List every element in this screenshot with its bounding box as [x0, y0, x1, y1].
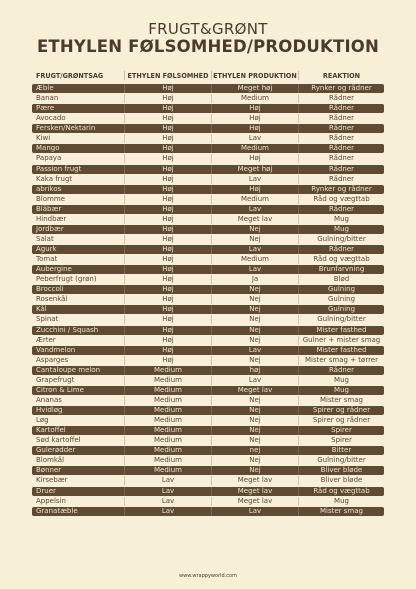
table-row: [32, 94, 384, 103]
table-row: [32, 336, 384, 345]
cell-reaction: Rådner: [298, 245, 384, 254]
cell-production: Lav: [211, 346, 298, 355]
cell-production: Lav: [211, 245, 298, 254]
table-row: [32, 195, 384, 204]
cell-produce: Banan: [36, 94, 59, 103]
cell-reaction: Råd og vægttab: [298, 195, 384, 204]
cell-sensitivity: Høj: [124, 315, 211, 324]
table-row: [32, 305, 384, 314]
cell-reaction: Mug: [298, 376, 384, 385]
cell-reaction: Rådner: [298, 114, 384, 123]
cell-reaction: Spirer og rådner: [298, 416, 384, 425]
cell-produce: Hindbær: [36, 214, 67, 223]
table-row: [32, 356, 384, 365]
cell-production: Nej: [211, 466, 298, 475]
cell-sensitivity: Høj: [124, 175, 211, 184]
cell-sensitivity: Medium: [124, 406, 211, 415]
cell-sensitivity: Lav: [124, 507, 211, 516]
cell-production: Lav: [211, 507, 298, 516]
table-row: [32, 114, 384, 123]
cell-produce: Blomkål: [36, 456, 65, 465]
cell-reaction: Mug: [298, 215, 384, 224]
table-row: [32, 426, 384, 435]
cell-production: Medium: [211, 195, 298, 204]
cell-produce: Avocado: [36, 114, 66, 123]
cell-produce: Blomme: [36, 194, 65, 203]
cell-reaction: Rådner: [298, 205, 384, 214]
table-row: [32, 497, 384, 506]
cell-produce: Rosenkål: [36, 295, 68, 304]
cell-reaction: Rynker og rådner: [298, 185, 384, 194]
cell-produce: Ananas: [36, 395, 62, 404]
cell-produce: Vandmelon: [36, 345, 76, 354]
cell-produce: Appelsin: [36, 496, 66, 505]
table-row: [32, 406, 384, 415]
header-production: ETHYLEN PRODUKTION: [211, 71, 298, 80]
cell-sensitivity: Høj: [124, 104, 211, 113]
cell-reaction: Bliver bløde: [298, 476, 384, 485]
cell-production: Nej: [211, 416, 298, 425]
cell-production: Lav: [211, 265, 298, 274]
cell-production: Nej: [211, 225, 298, 234]
table-row: [32, 154, 384, 163]
table-row: [32, 456, 384, 465]
cell-produce: Kartoffel: [36, 426, 66, 435]
cell-reaction: Rådner: [298, 104, 384, 113]
cell-reaction: Råd og vægttab: [298, 255, 384, 264]
cell-sensitivity: Lav: [124, 476, 211, 485]
cell-sensitivity: Høj: [124, 124, 211, 133]
cell-produce: Mango: [36, 144, 60, 153]
cell-sensitivity: Høj: [124, 235, 211, 244]
cell-sensitivity: Høj: [124, 265, 211, 274]
cell-produce: Pære: [36, 104, 55, 113]
cell-sensitivity: Høj: [124, 285, 211, 294]
cell-produce: Granatæble: [36, 506, 78, 515]
cell-produce: abrikos: [36, 184, 62, 193]
cell-production: Høj: [211, 104, 298, 113]
table-row: [32, 507, 384, 516]
table-row: [32, 346, 384, 355]
table-row: [32, 285, 384, 294]
cell-sensitivity: Høj: [124, 84, 211, 93]
cell-production: Nej: [211, 396, 298, 405]
cell-produce: Spinat: [36, 315, 59, 324]
cell-reaction: Gulning: [298, 295, 384, 304]
table-row: [32, 104, 384, 113]
cell-production: Meget lav: [211, 487, 298, 496]
cell-produce: Blåbær: [36, 204, 62, 213]
table-row: [32, 295, 384, 304]
cell-production: Lav: [211, 134, 298, 143]
cell-sensitivity: Medium: [124, 396, 211, 405]
table-row: [32, 446, 384, 455]
cell-reaction: Mug: [298, 225, 384, 234]
cell-production: Meget lav: [211, 476, 298, 485]
cell-production: Meget lav: [211, 386, 298, 395]
cell-produce: Druer: [36, 486, 56, 495]
table-row: [32, 185, 384, 194]
cell-production: Lav: [211, 205, 298, 214]
header-produce: FRUGT/GRØNTSAG: [36, 70, 104, 80]
cell-production: Nej: [211, 326, 298, 335]
cell-sensitivity: Høj: [124, 134, 211, 143]
cell-production: Nej: [211, 436, 298, 445]
table-row: [32, 275, 384, 284]
table-row: [32, 245, 384, 254]
cell-reaction: Mister fasthed: [298, 326, 384, 335]
cell-sensitivity: Høj: [124, 346, 211, 355]
cell-produce: Kirsebær: [36, 476, 68, 485]
cell-produce: Cantaloupe melon: [36, 365, 101, 374]
cell-sensitivity: Høj: [124, 94, 211, 103]
cell-production: Nej: [211, 305, 298, 314]
cell-sensitivity: Medium: [124, 386, 211, 395]
table-row: [32, 205, 384, 214]
cell-sensitivity: Høj: [124, 356, 211, 365]
cell-produce: Asparges: [36, 355, 69, 364]
cell-sensitivity: Høj: [124, 215, 211, 224]
cell-production: Lav: [211, 175, 298, 184]
cell-produce: Sød kartoffel: [36, 436, 81, 445]
cell-produce: Grapefrugt: [36, 375, 75, 384]
cell-sensitivity: Medium: [124, 436, 211, 445]
table-row: [32, 386, 384, 395]
cell-produce: Æble: [36, 84, 54, 92]
cell-production: Meget lav: [211, 215, 298, 224]
table-row: [32, 476, 384, 485]
cell-sensitivity: Høj: [124, 275, 211, 284]
cell-sensitivity: Medium: [124, 366, 211, 375]
cell-production: Nej: [211, 336, 298, 345]
cell-reaction: Mister fasthed: [298, 346, 384, 355]
header-reaction: REAKTION: [298, 71, 384, 80]
cell-production: Nej: [211, 356, 298, 365]
cell-reaction: Rådner: [298, 124, 384, 133]
cell-sensitivity: Lav: [124, 487, 211, 496]
table-row: [32, 265, 384, 274]
cell-produce: Fersken/Nektarin: [36, 124, 96, 133]
cell-reaction: Mister smag + tørrer: [298, 356, 384, 365]
cell-sensitivity: Høj: [124, 336, 211, 345]
cell-produce: Zucchini / Squash: [36, 325, 99, 334]
cell-production: Meget høj: [211, 84, 298, 93]
cell-sensitivity: Lav: [124, 497, 211, 506]
cell-reaction: Gulning/bitter: [298, 456, 384, 465]
cell-production: Medium: [211, 255, 298, 264]
cell-sensitivity: Høj: [124, 165, 211, 174]
cell-reaction: Blød: [298, 275, 384, 284]
table-header: [32, 68, 384, 82]
cell-production: Ja: [211, 275, 298, 284]
cell-sensitivity: Høj: [124, 305, 211, 314]
cell-production: Medium: [211, 94, 298, 103]
cell-produce: Gulerødder: [36, 446, 76, 455]
cell-reaction: Gulner + mister smag: [298, 336, 384, 345]
cell-sensitivity: Medium: [124, 456, 211, 465]
cell-produce: Ærter: [36, 335, 56, 344]
cell-sensitivity: Høj: [124, 245, 211, 254]
cell-produce: Løg: [36, 416, 49, 425]
cell-production: Høj: [211, 185, 298, 194]
cell-produce: Salat: [36, 234, 54, 243]
cell-reaction: Gulning: [298, 285, 384, 294]
cell-production: Meget lav: [211, 497, 298, 506]
cell-production: Høj: [211, 124, 298, 133]
table-row: [32, 215, 384, 224]
cell-sensitivity: Høj: [124, 205, 211, 214]
title-line-2: ETHYLEN FØLSOMHED/PRODUKTION: [36, 37, 380, 56]
title-line-1: FRUGT&GRØNT: [148, 20, 268, 38]
cell-sensitivity: Medium: [124, 416, 211, 425]
table-row: [32, 416, 384, 425]
table-row: [32, 235, 384, 244]
cell-production: nej: [211, 446, 298, 455]
cell-sensitivity: Høj: [124, 114, 211, 123]
cell-produce: Kiwi: [36, 134, 51, 143]
cell-produce: Passion frugt: [36, 164, 82, 173]
cell-reaction: Mister smag: [298, 396, 384, 405]
cell-reaction: Spirer og rådner: [298, 406, 384, 415]
table-row: [32, 376, 384, 385]
cell-production: Medium: [211, 144, 298, 153]
cell-reaction: Rynker og rådner: [298, 84, 384, 93]
cell-sensitivity: Medium: [124, 426, 211, 435]
table-row: [32, 84, 384, 93]
table-row: [32, 366, 384, 375]
cell-sensitivity: Høj: [124, 154, 211, 163]
cell-production: Lav: [211, 376, 298, 385]
cell-sensitivity: Høj: [124, 225, 211, 234]
cell-produce: Citron & Lime: [36, 385, 84, 394]
cell-produce: Agurk: [36, 245, 57, 253]
table-row: [32, 487, 384, 496]
cell-sensitivity: Medium: [124, 446, 211, 455]
cell-reaction: Gulning/bitter: [298, 315, 384, 324]
cell-produce: Aubergine: [36, 265, 72, 274]
cell-production: Nej: [211, 406, 298, 415]
cell-reaction: Bitter: [298, 446, 384, 455]
table-row: [32, 315, 384, 324]
cell-reaction: Rådner: [298, 366, 384, 375]
table-row: [32, 436, 384, 445]
table-row: [32, 225, 384, 234]
cell-reaction: Spirer: [298, 436, 384, 445]
cell-produce: Kål: [36, 305, 47, 314]
cell-production: Nej: [211, 456, 298, 465]
cell-sensitivity: Medium: [124, 466, 211, 475]
cell-reaction: Rådner: [298, 165, 384, 174]
cell-reaction: Gulning: [298, 305, 384, 314]
cell-sensitivity: Høj: [124, 326, 211, 335]
cell-reaction: Gulning/bitter: [298, 235, 384, 244]
cell-production: høj: [211, 366, 298, 375]
cell-produce: Broccoli: [36, 285, 64, 294]
table-row: [32, 255, 384, 264]
cell-sensitivity: Høj: [124, 255, 211, 264]
cell-reaction: Rådner: [298, 94, 384, 103]
cell-produce: Papaya: [36, 154, 62, 163]
cell-reaction: Brunfarvning: [298, 265, 384, 274]
cell-sensitivity: Medium: [124, 376, 211, 385]
cell-produce: Bønner: [36, 466, 62, 475]
cell-produce: Tomat: [36, 255, 58, 264]
cell-reaction: Råd og vægttab: [298, 487, 384, 496]
cell-reaction: Bliver bløde: [298, 466, 384, 475]
cell-reaction: Rådner: [298, 175, 384, 184]
cell-reaction: Rådner: [298, 144, 384, 153]
table-row: [32, 124, 384, 133]
cell-production: Høj: [211, 114, 298, 123]
table-row: [32, 165, 384, 174]
cell-production: Nej: [211, 235, 298, 244]
cell-produce: Kaka frugt: [36, 174, 73, 183]
cell-production: Nej: [211, 285, 298, 294]
cell-produce: Jordbær: [36, 224, 64, 233]
cell-reaction: Mug: [298, 386, 384, 395]
cell-sensitivity: Høj: [124, 195, 211, 204]
cell-reaction: Rådner: [298, 134, 384, 143]
cell-sensitivity: Høj: [124, 144, 211, 153]
table-row: [32, 466, 384, 475]
cell-reaction: Rådner: [298, 154, 384, 163]
footer-url: www.wrappyworld.com: [179, 573, 237, 579]
cell-sensitivity: Høj: [124, 185, 211, 194]
cell-reaction: Mug: [298, 497, 384, 506]
table-row: [32, 326, 384, 335]
table-row: [32, 134, 384, 143]
cell-reaction: Spirer: [298, 426, 384, 435]
cell-production: Nej: [211, 295, 298, 304]
header-sensitivity: ETHYLEN FØLSOMHED: [124, 71, 211, 80]
cell-production: Høj: [211, 154, 298, 163]
table-row: [32, 144, 384, 153]
cell-production: Meget høj: [211, 165, 298, 174]
table-row: [32, 396, 384, 405]
table-body: [32, 84, 384, 517]
cell-production: Nej: [211, 315, 298, 324]
cell-produce: Hvidløg: [36, 406, 63, 414]
cell-production: Nej: [211, 426, 298, 435]
cell-sensitivity: Høj: [124, 295, 211, 304]
cell-reaction: Mister smag: [298, 507, 384, 516]
table-row: [32, 175, 384, 184]
cell-produce: Peberfrugt (grøn): [36, 275, 97, 284]
